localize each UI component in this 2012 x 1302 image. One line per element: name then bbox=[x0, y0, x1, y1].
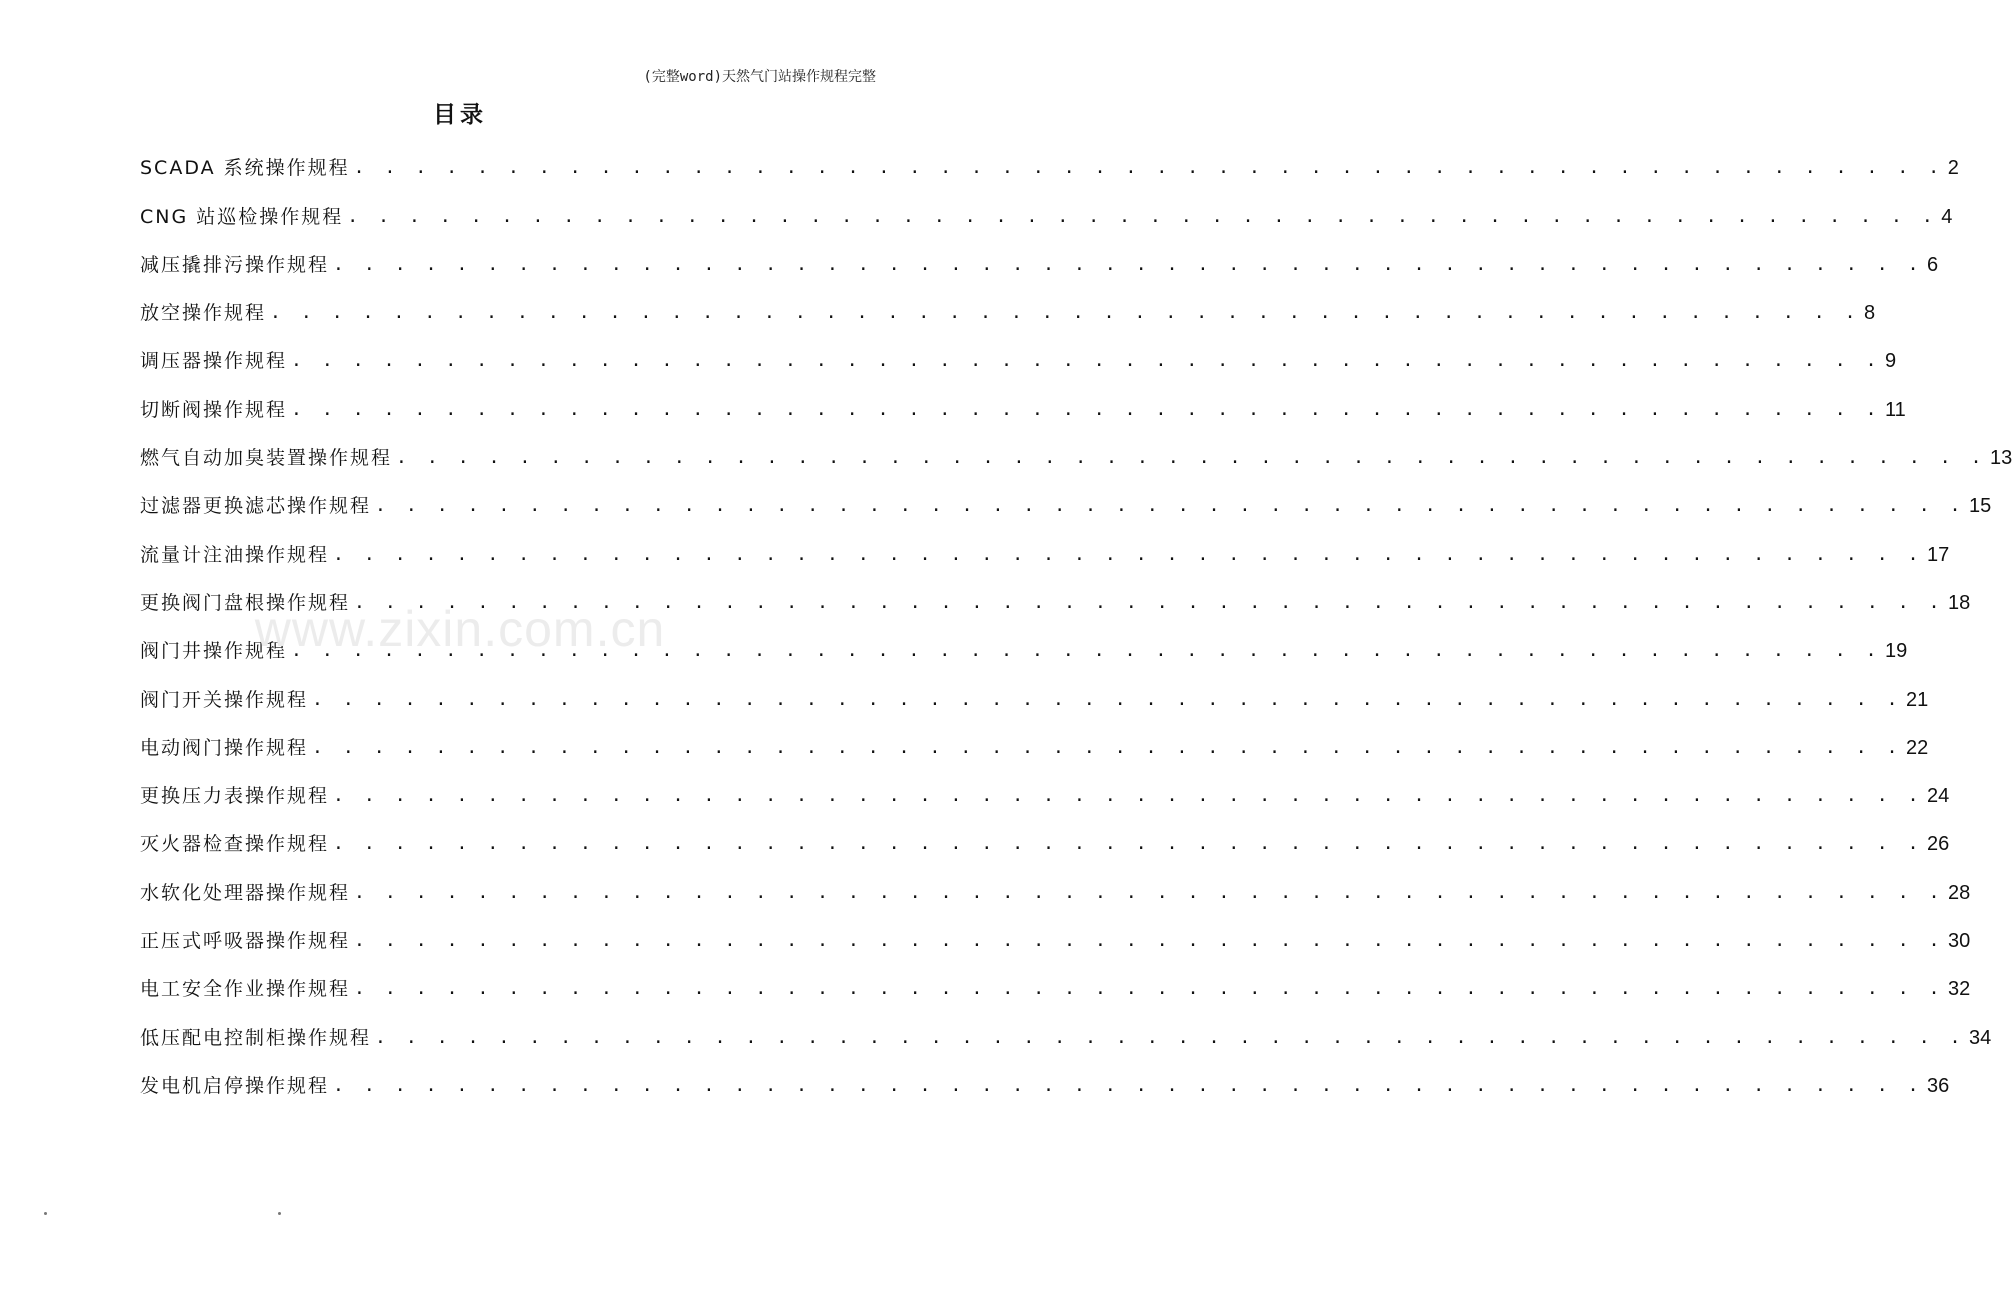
footer-dot-mark bbox=[278, 1212, 281, 1215]
toc-entry-page: 24 bbox=[1927, 785, 1950, 808]
toc-entry-label: 阀门井操作规程 bbox=[140, 640, 288, 663]
toc-entry[interactable] bbox=[140, 381, 1906, 429]
toc-entry-label: 灭火器检查操作规程 bbox=[140, 833, 330, 856]
toc-entry-label: 过滤器更换滤芯操作规程 bbox=[140, 495, 372, 518]
toc-entry-label: 水软化处理器操作规程 bbox=[140, 881, 351, 904]
toc-entry-label: 低压配电控制柜操作规程 bbox=[140, 1026, 372, 1049]
toc-entry[interactable] bbox=[140, 188, 1953, 236]
toc-leader-dots: . . . . . . . . . . . . . . . . . . . . . . . . . . . . . . . . . . . . . . . . . . . . . . . . . . . . bbox=[375, 1026, 1966, 1048]
toc-entry-label: 电动阀门操作规程 bbox=[140, 736, 309, 759]
toc-entry[interactable] bbox=[140, 237, 1939, 285]
toc-leader-dots: . . . . . . . . . . . . . . . . . . . . . . . . . . . . . . . . . . . . . . . . . . . . . . . . . . . . bbox=[353, 157, 1944, 179]
toc-entry-page: 17 bbox=[1927, 543, 1950, 566]
toc-entry-label: 电工安全作业操作规程 bbox=[140, 978, 351, 1001]
toc-entry-page: 13 bbox=[1990, 447, 2012, 470]
toc-leader-dots: . . . . . . . . . . . . . . . . . . . . . . . . . . . . . . . . . . . . . . . . . . . . . . . . . . . . bbox=[312, 736, 1903, 758]
toc-entry-page: 4 bbox=[1941, 205, 1953, 228]
toc-entry[interactable] bbox=[140, 1058, 1950, 1106]
toc-entry-label: 流量计注油操作规程 bbox=[140, 543, 330, 566]
toc-entry-label: 阀门开关操作规程 bbox=[140, 688, 309, 711]
toc-entry-page: 18 bbox=[1948, 591, 1971, 614]
toc-entry-page: 26 bbox=[1927, 833, 1950, 856]
toc-leader-dots: . . . . . . . . . . . . . . . . . . . . . . . . . . . . . . . . . . . . . . . . . . . . . . . . . . . . bbox=[291, 640, 1882, 662]
page-header: (完整word)天然气门站操作规程完整 bbox=[643, 69, 876, 85]
toc-entry-page: 30 bbox=[1948, 930, 1971, 953]
toc-leader-dots: . . . . . . . . . . . . . . . . . . . . . . . . . . . . . . . . . . . . . . . . . . . . . . . . . . . . bbox=[333, 785, 1924, 807]
toc-leader-dots: . . . . . . . . . . . . . . . . . . . . . . . . . . . . . . . . . . . . . . . . . . . . . . . . . . . . bbox=[270, 302, 1861, 324]
toc-entry[interactable] bbox=[140, 671, 1929, 719]
toc-entry[interactable] bbox=[140, 1009, 1992, 1057]
toc-leader-dots: . . . . . . . . . . . . . . . . . . . . . . . . . . . . . . . . . . . . . . . . . . . . . . . . . . . . bbox=[354, 881, 1945, 903]
toc-entry-page: 34 bbox=[1969, 1026, 1992, 1049]
toc-entry-page: 9 bbox=[1885, 350, 1897, 373]
toc-entry-page: 6 bbox=[1927, 253, 1939, 276]
toc-leader-dots: . . . . . . . . . . . . . . . . . . . . . . . . . . . . . . . . . . . . . . . . . . . . . . . . . . . . bbox=[396, 447, 1987, 469]
toc-entry-label: 放空操作规程 bbox=[140, 302, 267, 325]
toc-leader-dots: . . . . . . . . . . . . . . . . . . . . . . . . . . . . . . . . . . . . . . . . . . . . . . . . . . . . bbox=[312, 688, 1903, 710]
toc-entry-page: 19 bbox=[1885, 640, 1908, 663]
toc-entry-label: 减压撬排污操作规程 bbox=[140, 253, 330, 276]
toc-entry[interactable] bbox=[140, 768, 1950, 816]
toc-entry[interactable] bbox=[140, 140, 1959, 188]
toc-entry[interactable] bbox=[140, 430, 2012, 478]
toc-entry[interactable] bbox=[140, 478, 1992, 526]
toc-leader-dots: . . . . . . . . . . . . . . . . . . . . . . . . . . . . . . . . . . . . . . . . . . . . . . . . . . . . bbox=[354, 591, 1945, 613]
toc-entry[interactable] bbox=[140, 720, 1929, 768]
toc-entry-page: 21 bbox=[1906, 688, 1929, 711]
toc-entry[interactable] bbox=[140, 623, 1908, 671]
toc-entry[interactable] bbox=[140, 285, 1876, 333]
toc-entry-label: 切断阀操作规程 bbox=[140, 398, 288, 421]
toc-leader-dots: . . . . . . . . . . . . . . . . . . . . . . . . . . . . . . . . . . . . . . . . . . . . . . . . . . . . bbox=[354, 978, 1945, 1000]
footer-dot-mark bbox=[44, 1212, 47, 1215]
toc-leader-dots: . . . . . . . . . . . . . . . . . . . . . . . . . . . . . . . . . . . . . . . . . . . . . . . . . . . . bbox=[333, 1074, 1924, 1096]
toc-leader-dots: . . . . . . . . . . . . . . . . . . . . . . . . . . . . . . . . . . . . . . . . . . . . . . . . . . . . bbox=[375, 495, 1966, 517]
toc-entry-label: 发电机启停操作规程 bbox=[140, 1074, 330, 1097]
toc-entry-page: 8 bbox=[1864, 302, 1876, 325]
toc-entry-label: 更换压力表操作规程 bbox=[140, 785, 330, 808]
toc-entry[interactable] bbox=[140, 575, 1971, 623]
toc-entry[interactable] bbox=[140, 961, 1971, 1009]
toc-entry[interactable] bbox=[140, 333, 1897, 381]
toc-entry-label: 调压器操作规程 bbox=[140, 350, 288, 373]
toc-entry-label: CNG 站巡检操作规程 bbox=[140, 205, 344, 228]
toc-leader-dots: . . . . . . . . . . . . . . . . . . . . . . . . . . . . . . . . . . . . . . . . . . . . . . . . . . . . bbox=[333, 253, 1924, 275]
toc-entry-page: 32 bbox=[1948, 978, 1971, 1001]
toc-leader-dots: . . . . . . . . . . . . . . . . . . . . . . . . . . . . . . . . . . . . . . . . . . . . . . . . . . . . bbox=[333, 543, 1924, 565]
toc-leader-dots: . . . . . . . . . . . . . . . . . . . . . . . . . . . . . . . . . . . . . . . . . . . . . . . . . . . . bbox=[354, 930, 1945, 952]
toc-entry-page: 22 bbox=[1906, 736, 1929, 759]
toc-entry-page: 2 bbox=[1947, 157, 1959, 180]
toc-entry-page: 28 bbox=[1948, 881, 1971, 904]
toc-entry[interactable] bbox=[140, 816, 1950, 864]
toc-entry-label: 更换阀门盘根操作规程 bbox=[140, 591, 351, 614]
toc-leader-dots: . . . . . . . . . . . . . . . . . . . . . . . . . . . . . . . . . . . . . . . . . . . . . . . . . . . . bbox=[333, 833, 1924, 855]
toc-leader-dots: . . . . . . . . . . . . . . . . . . . . . . . . . . . . . . . . . . . . . . . . . . . . . . . . . . . . bbox=[291, 398, 1882, 420]
toc-entry-label: 燃气自动加臭装置操作规程 bbox=[140, 447, 393, 470]
toc-entry[interactable] bbox=[140, 913, 1971, 961]
watermark: www.zixin.com.cn bbox=[254, 601, 666, 657]
toc-title: 目录 bbox=[433, 102, 487, 128]
toc-entry-page: 36 bbox=[1927, 1074, 1950, 1097]
toc-entry-page: 11 bbox=[1885, 398, 1906, 421]
toc-list bbox=[140, 140, 2012, 1106]
toc-entry[interactable] bbox=[140, 864, 1971, 912]
toc-entry-label: 正压式呼吸器操作规程 bbox=[140, 930, 351, 953]
toc-entry-label: SCADA 系统操作规程 bbox=[140, 157, 350, 180]
toc-leader-dots: . . . . . . . . . . . . . . . . . . . . . . . . . . . . . . . . . . . . . . . . . . . . . . . . . . . . bbox=[347, 205, 1938, 227]
toc-entry-page: 15 bbox=[1969, 495, 1992, 518]
toc-leader-dots: . . . . . . . . . . . . . . . . . . . . . . . . . . . . . . . . . . . . . . . . . . . . . . . . . . . . bbox=[291, 350, 1882, 372]
toc-entry[interactable] bbox=[140, 526, 1950, 574]
